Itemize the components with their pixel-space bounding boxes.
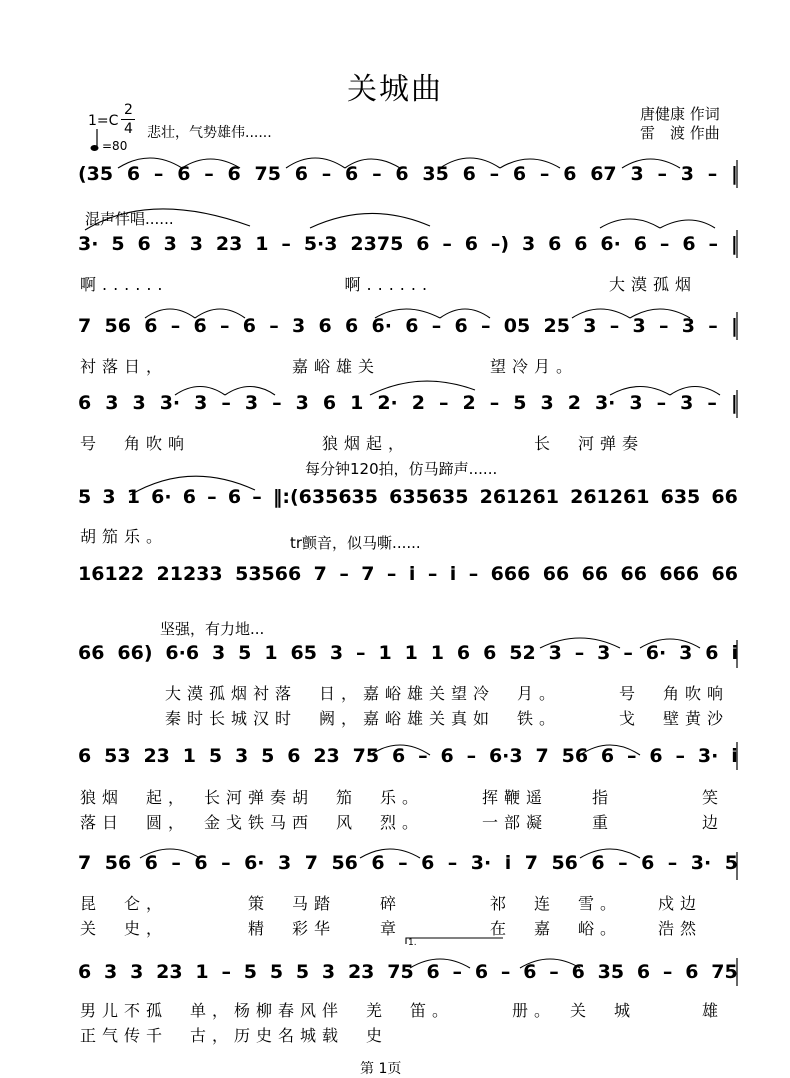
note: –	[171, 852, 181, 874]
note: 6	[416, 233, 430, 255]
note: –	[468, 563, 479, 585]
note: 6	[685, 961, 699, 983]
note: 6	[682, 233, 696, 255]
note: –	[574, 642, 585, 664]
note: 3	[105, 392, 119, 414]
note: –	[439, 392, 449, 414]
note: 75	[352, 745, 380, 767]
note: 3·	[697, 745, 719, 767]
note: 3	[680, 392, 694, 414]
note: 5	[724, 852, 738, 874]
note: 6	[512, 163, 527, 185]
lyric-line: 昆 仑， 策 马踏 碎 祁 连 雪。 戍边	[80, 894, 703, 913]
note: 2	[411, 392, 426, 414]
note: –	[623, 642, 633, 664]
note: –	[659, 233, 670, 255]
note: –	[489, 163, 500, 185]
lyricist-credit: 唐健康 作词	[640, 105, 720, 123]
note: –	[219, 315, 230, 337]
note: –	[252, 486, 262, 508]
lyric-line: 衬落日， 嘉峪雄关 望冷月。	[80, 357, 579, 376]
note: |	[730, 392, 738, 414]
note: –	[708, 315, 718, 337]
note: 3	[630, 163, 644, 185]
note: 6	[177, 163, 191, 185]
note: –	[207, 486, 217, 508]
note: –	[272, 392, 282, 414]
note: –	[549, 961, 559, 983]
note: 75	[711, 961, 738, 983]
row-annotation: tr颤音，似马嘶......	[290, 534, 421, 552]
note: 3	[244, 392, 259, 414]
note: 7	[304, 852, 318, 874]
note: –	[481, 315, 491, 337]
note: 261261	[479, 486, 559, 508]
note: 56	[561, 745, 589, 767]
note: 3	[583, 315, 597, 337]
expression-marking: 悲壮，气势雄伟......	[147, 125, 272, 141]
note: –	[398, 852, 408, 874]
note: 6	[345, 315, 359, 337]
note: 6	[523, 961, 537, 983]
note: 666	[659, 563, 700, 585]
note: –	[269, 315, 279, 337]
note: 6	[194, 852, 208, 874]
score-row-5	[78, 486, 738, 508]
score-row-3	[78, 315, 738, 337]
note: 261261	[570, 486, 650, 508]
note: 6	[405, 315, 419, 337]
note: 66	[542, 563, 570, 585]
score-row-6	[78, 563, 738, 585]
note: –	[500, 961, 511, 983]
note: (35	[78, 163, 114, 185]
note: 3	[597, 642, 611, 664]
note: –	[442, 233, 452, 255]
note: –	[221, 392, 231, 414]
lyric-line: 啊...... 啊...... 大漠孤烟	[80, 275, 698, 294]
note: 75	[254, 163, 281, 185]
note: 56	[104, 852, 132, 874]
note: 6	[462, 163, 476, 185]
note: 2	[567, 392, 581, 414]
note: 3	[329, 642, 344, 664]
lyric-line: 胡笳乐。	[80, 527, 169, 546]
note: 67	[590, 163, 617, 185]
note: 3	[632, 315, 646, 337]
note: –	[321, 163, 332, 185]
note: 3	[540, 392, 554, 414]
note: 7	[78, 852, 92, 874]
note: 1	[182, 745, 196, 767]
note: 6	[649, 745, 663, 767]
note: 5	[295, 961, 310, 983]
note: –	[204, 163, 214, 185]
note: ‖:(635635	[272, 486, 378, 508]
note: 05	[503, 315, 531, 337]
note: –	[452, 961, 463, 983]
score-row-7	[78, 642, 738, 664]
note: 5	[78, 486, 92, 508]
note: 35	[597, 961, 625, 983]
lyric-line: 号 角吹响 狼烟起， 长 河弹奏	[80, 434, 645, 453]
note: 65	[290, 642, 317, 664]
note: 6	[464, 233, 478, 255]
note: –	[708, 233, 718, 255]
note: 7	[524, 852, 538, 874]
note: 6·6	[165, 642, 200, 664]
note: –	[489, 392, 500, 414]
note: –	[281, 233, 291, 255]
note: 6	[318, 315, 332, 337]
note: 1	[255, 233, 269, 255]
note: 3	[132, 392, 146, 414]
song-title: 关城曲	[347, 72, 443, 107]
note: –	[153, 163, 164, 185]
note: –	[539, 163, 550, 185]
lyric-line: 狼烟 起， 长河弹奏胡 笳 乐。 挥鞭遥 指 笑	[80, 788, 725, 807]
note: –	[339, 563, 349, 585]
note: –	[707, 163, 718, 185]
note: 6	[144, 315, 158, 337]
note: 6	[345, 163, 359, 185]
score-row-2	[78, 233, 738, 255]
note: 6	[395, 163, 409, 185]
note: |	[730, 233, 738, 255]
note: 635	[660, 486, 701, 508]
score-row-9	[78, 852, 738, 874]
note: 66	[581, 563, 609, 585]
note: 6	[591, 852, 605, 874]
tempo-marking: =80	[102, 139, 128, 153]
note: 6	[371, 852, 385, 874]
note: –	[657, 163, 667, 185]
note: 3	[548, 642, 562, 664]
note: 2375	[350, 233, 404, 255]
row-annotation: 坚强，有力地...	[160, 620, 265, 638]
note: 1	[264, 642, 278, 664]
note: 7	[535, 745, 549, 767]
note: 5	[238, 642, 252, 664]
lyric-line: 秦时长城汉时 阙，嘉峪雄关真如 铁。 戈 壁黄沙	[165, 709, 730, 728]
note: 6	[641, 852, 655, 874]
note: 6	[456, 642, 471, 664]
note: 3·	[159, 392, 181, 414]
note: 6	[454, 315, 468, 337]
note: 6	[548, 233, 562, 255]
note: –	[675, 745, 686, 767]
note: 6	[78, 392, 92, 414]
note: 635635	[389, 486, 469, 508]
note: 3·	[470, 852, 492, 874]
composer-credit: 雷 渡 作曲	[640, 124, 720, 142]
note: 5	[111, 233, 125, 255]
note: 5	[513, 392, 527, 414]
note: |	[731, 163, 738, 185]
note: 3	[629, 392, 643, 414]
note: 66	[711, 563, 738, 585]
note: –)	[490, 233, 510, 255]
lyric-line: 正气传千 古，历史名城载 史	[80, 1026, 389, 1045]
note: 6·	[600, 233, 621, 255]
note: 6·3	[488, 745, 523, 767]
score-row-4	[78, 392, 738, 414]
note: 3	[102, 486, 116, 508]
score-row-10	[78, 961, 738, 983]
time-signature-top: 2	[124, 102, 133, 118]
note: 23	[143, 745, 170, 767]
note: –	[707, 392, 717, 414]
note: 6	[126, 163, 141, 185]
note: –	[447, 852, 458, 874]
note: 23	[156, 961, 183, 983]
note: i	[731, 642, 738, 664]
note: –	[386, 563, 397, 585]
page-number: 第 1页	[360, 1061, 402, 1077]
note: –	[658, 315, 669, 337]
note: 6	[294, 163, 308, 185]
note: 6	[193, 315, 207, 337]
note: –	[418, 745, 428, 767]
note: 6	[78, 961, 92, 983]
note: 7	[313, 563, 327, 585]
note: –	[466, 745, 477, 767]
note: 1	[430, 642, 444, 664]
note: –	[170, 315, 181, 337]
note: 6	[574, 233, 588, 255]
note: 35	[422, 163, 449, 185]
note: 3	[679, 642, 693, 664]
note: 1	[378, 642, 392, 664]
key-signature: 1=C	[88, 113, 119, 129]
note: i	[449, 563, 457, 585]
row-annotation: 每分钟120拍，仿马蹄声......	[305, 460, 498, 478]
note: –	[372, 163, 382, 185]
note: 7	[361, 563, 375, 585]
note: 5	[269, 961, 284, 983]
lyric-line: 落日 圆， 金戈铁马西 风 烈。 一部凝 重 边	[80, 813, 725, 832]
lyric-line: 关 史， 精 彩华 章 在 嘉 峪。 浩然	[80, 919, 703, 938]
note: 6	[287, 745, 301, 767]
note: 6	[426, 961, 440, 983]
note: 1	[404, 642, 418, 664]
note: 3·	[594, 392, 616, 414]
note: 6	[242, 315, 256, 337]
note: 3	[292, 315, 306, 337]
note: –	[618, 852, 628, 874]
note: 6	[705, 642, 719, 664]
note: 6	[440, 745, 454, 767]
note: 3	[130, 961, 144, 983]
volta-marker: 1.	[408, 938, 417, 948]
note: 1	[126, 486, 141, 508]
note: 3	[295, 392, 309, 414]
lyric-line: 男儿不孤 单，杨柳春风伴 羌 笛。 册。 关 城 雄	[80, 1001, 725, 1020]
note: 6	[227, 486, 242, 508]
note: 666	[490, 563, 531, 585]
note: 75	[387, 961, 414, 983]
note: 6	[137, 233, 151, 255]
note: 23	[313, 745, 340, 767]
note: 3·	[78, 233, 99, 255]
note: 52	[509, 642, 536, 664]
note: 3	[278, 852, 292, 874]
time-signature-bottom: 4	[124, 121, 133, 137]
note: 23	[347, 961, 375, 983]
note: –	[609, 315, 620, 337]
note: 3	[163, 233, 177, 255]
note: 1	[195, 961, 209, 983]
score-row-1	[78, 163, 738, 185]
note: 53566	[235, 563, 302, 585]
note: 6	[474, 961, 489, 983]
note: 6	[322, 392, 337, 414]
note: i	[408, 563, 416, 585]
row-annotation: 混声伴唱......	[85, 210, 174, 228]
note: 16122	[78, 563, 145, 585]
note: 6·	[244, 852, 265, 874]
note: 3	[234, 745, 249, 767]
note: 6	[633, 233, 647, 255]
note: 66	[711, 486, 738, 508]
lyric-line: 大漠孤烟衬落 日，嘉峪雄关望冷 月。 号 角吹响	[165, 684, 730, 703]
note: 2·	[377, 392, 398, 414]
note: 56	[551, 852, 578, 874]
note: –	[221, 961, 231, 983]
note: 6	[636, 961, 651, 983]
note: 66	[620, 563, 647, 585]
note: 3·	[690, 852, 712, 874]
note: 3	[680, 163, 694, 185]
note: –	[221, 852, 231, 874]
note: 6	[227, 163, 241, 185]
note: 6·	[371, 315, 392, 337]
note: 6·	[645, 642, 667, 664]
note: i	[731, 745, 738, 767]
note: 5	[243, 961, 257, 983]
note: 3	[321, 961, 336, 983]
note: 2	[462, 392, 476, 414]
note: i	[504, 852, 512, 874]
note: 5·3	[303, 233, 338, 255]
note: 3	[212, 642, 226, 664]
note: –	[627, 745, 637, 767]
note: 6	[483, 642, 497, 664]
note: 6	[600, 745, 615, 767]
note: |	[731, 315, 738, 337]
note: 6	[571, 961, 585, 983]
note: –	[431, 315, 442, 337]
note: –	[656, 392, 667, 414]
note: 6	[563, 163, 577, 185]
note: 56	[331, 852, 358, 874]
note: 6	[182, 486, 197, 508]
note: 66	[78, 642, 105, 664]
note: 5	[208, 745, 223, 767]
note: 6	[391, 745, 406, 767]
note: 56	[104, 315, 131, 337]
note: 6	[78, 745, 92, 767]
note: 1	[350, 392, 364, 414]
note: 6	[144, 852, 158, 874]
note: 6·	[151, 486, 172, 508]
note: 7	[78, 315, 92, 337]
note: 25	[543, 315, 570, 337]
note: 3	[194, 392, 208, 414]
note: 6	[421, 852, 435, 874]
note: 3	[521, 233, 536, 255]
note: –	[427, 563, 438, 585]
note: 5	[261, 745, 275, 767]
note: –	[662, 961, 673, 983]
note: 3	[681, 315, 695, 337]
score-row-8	[78, 745, 738, 767]
note: 53	[104, 745, 131, 767]
note: 3	[104, 961, 118, 983]
note: –	[356, 642, 366, 664]
note: 3	[189, 233, 204, 255]
note: –	[667, 852, 678, 874]
note: 21233	[156, 563, 223, 585]
note: 23	[215, 233, 243, 255]
note: 66)	[117, 642, 153, 664]
